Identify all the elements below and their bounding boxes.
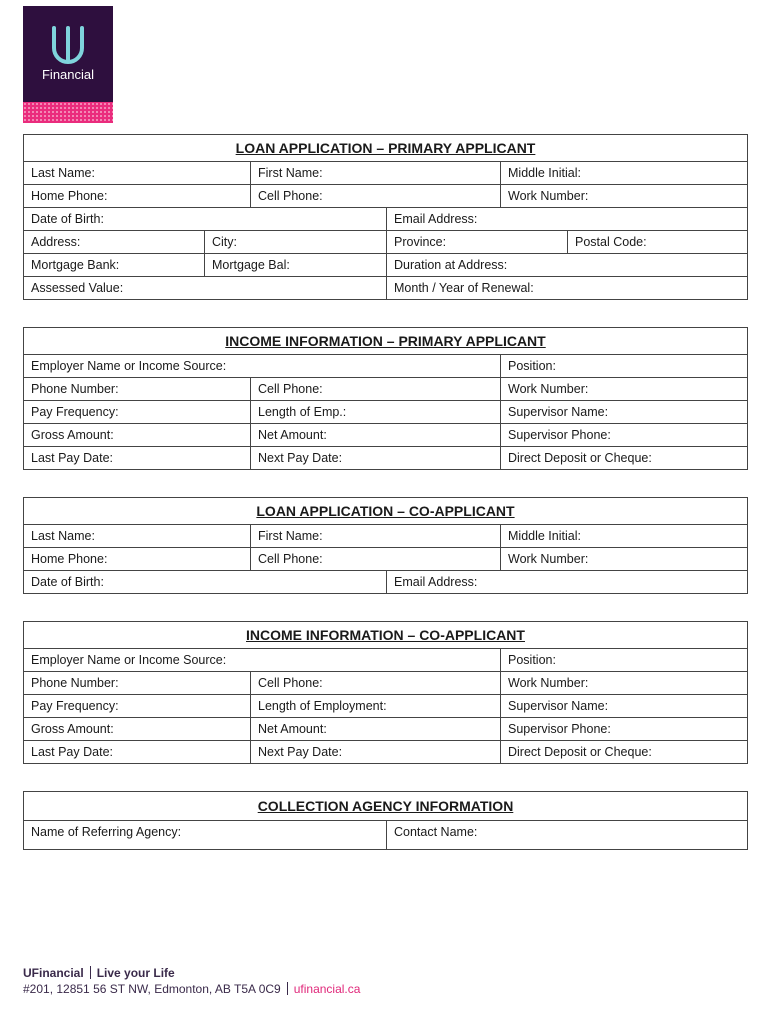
- contact-name-field[interactable]: Contact Name:: [386, 821, 747, 849]
- length-of-employment-field[interactable]: Length of Employment:: [250, 695, 500, 717]
- direct-deposit-field[interactable]: Direct Deposit or Cheque:: [500, 447, 747, 469]
- assessed-value-field[interactable]: Assessed Value:: [31, 281, 124, 295]
- gross-amount-field[interactable]: Gross Amount:: [31, 722, 114, 736]
- supervisor-name-field[interactable]: Supervisor Name:: [500, 401, 747, 423]
- position-field[interactable]: Position:: [500, 355, 747, 377]
- employer-field[interactable]: Employer Name or Income Source:: [31, 359, 227, 373]
- last-name-field[interactable]: Last Name:: [31, 166, 95, 180]
- middle-initial-field[interactable]: Middle Initial:: [500, 162, 747, 184]
- form-row: [24, 401, 747, 424]
- logo-dot-pattern: [23, 102, 113, 123]
- form-row: [24, 355, 747, 378]
- last-pay-date-field[interactable]: Last Pay Date:: [31, 451, 113, 465]
- income-co-section: [23, 621, 748, 764]
- footer-tagline: Live your Life: [96, 966, 175, 980]
- mortgage-bal-field[interactable]: Mortgage Bal:: [204, 254, 386, 276]
- month-year-renewal-field[interactable]: Month / Year of Renewal:: [386, 277, 747, 299]
- loan-co-section: [23, 497, 748, 594]
- u-logo-icon: [52, 26, 84, 64]
- cell-phone-field[interactable]: Cell Phone:: [250, 548, 500, 570]
- home-phone-field[interactable]: Home Phone:: [31, 189, 108, 203]
- work-number-field[interactable]: Work Number:: [500, 672, 747, 694]
- next-pay-date-field[interactable]: Next Pay Date:: [250, 447, 500, 469]
- phone-number-field[interactable]: Phone Number:: [31, 382, 119, 396]
- income-primary-section: [23, 327, 748, 470]
- footer-separator: [90, 966, 91, 979]
- form-row: [24, 378, 747, 401]
- section-title: COLLECTION AGENCY INFORMATION: [24, 792, 747, 821]
- supervisor-phone-field[interactable]: Supervisor Phone:: [500, 718, 747, 740]
- last-name-field[interactable]: Last Name:: [31, 529, 95, 543]
- form-row: [24, 718, 747, 741]
- cell-phone-field[interactable]: Cell Phone:: [250, 672, 500, 694]
- postal-code-field[interactable]: Postal Code:: [567, 231, 747, 253]
- section-title: LOAN APPLICATION – PRIMARY APPLICANT: [24, 135, 747, 162]
- logo-text: Financial: [41, 67, 95, 82]
- form-row: [24, 424, 747, 447]
- direct-deposit-field[interactable]: Direct Deposit or Cheque:: [500, 741, 747, 763]
- first-name-field[interactable]: First Name:: [250, 162, 500, 184]
- pay-frequency-field[interactable]: Pay Frequency:: [31, 699, 119, 713]
- middle-initial-field[interactable]: Middle Initial:: [500, 525, 747, 547]
- first-name-field[interactable]: First Name:: [250, 525, 500, 547]
- work-number-field[interactable]: Work Number:: [500, 548, 747, 570]
- form-row: [24, 254, 747, 277]
- duration-at-address-field[interactable]: Duration at Address:: [386, 254, 747, 276]
- email-address-field[interactable]: Email Address:: [386, 571, 747, 593]
- net-amount-field[interactable]: Net Amount:: [250, 424, 500, 446]
- footer-separator: [287, 982, 288, 995]
- footer-brand-line: [23, 966, 175, 980]
- employer-field[interactable]: Employer Name or Income Source:: [31, 653, 227, 667]
- form-row: [24, 231, 747, 254]
- referring-agency-field[interactable]: Name of Referring Agency:: [31, 825, 182, 839]
- section-title: INCOME INFORMATION – PRIMARY APPLICANT: [24, 328, 747, 355]
- loan-primary-section: [23, 134, 748, 300]
- cell-phone-field[interactable]: Cell Phone:: [250, 185, 500, 207]
- email-address-field[interactable]: Email Address:: [386, 208, 747, 230]
- section-title: INCOME INFORMATION – CO-APPLICANT: [24, 622, 747, 649]
- net-amount-field[interactable]: Net Amount:: [250, 718, 500, 740]
- form-row: [24, 741, 747, 763]
- supervisor-name-field[interactable]: Supervisor Name:: [500, 695, 747, 717]
- province-field[interactable]: Province:: [386, 231, 567, 253]
- mortgage-bank-field[interactable]: Mortgage Bank:: [31, 258, 120, 272]
- work-number-field[interactable]: Work Number:: [500, 185, 747, 207]
- form-row: [24, 821, 747, 849]
- form-row: [24, 185, 747, 208]
- ufinancial-logo: [23, 6, 113, 123]
- form-row: [24, 277, 747, 299]
- position-field[interactable]: Position:: [500, 649, 747, 671]
- form-row: [24, 447, 747, 469]
- pay-frequency-field[interactable]: Pay Frequency:: [31, 405, 119, 419]
- form-row: [24, 672, 747, 695]
- form-row: [24, 571, 747, 593]
- date-of-birth-field[interactable]: Date of Birth:: [31, 212, 104, 226]
- form-row: [24, 695, 747, 718]
- form-row: [24, 649, 747, 672]
- phone-number-field[interactable]: Phone Number:: [31, 676, 119, 690]
- length-of-emp-field[interactable]: Length of Emp.:: [250, 401, 500, 423]
- collection-section: [23, 791, 748, 850]
- section-title: LOAN APPLICATION – CO-APPLICANT: [24, 498, 747, 525]
- cell-phone-field[interactable]: Cell Phone:: [250, 378, 500, 400]
- form-row: [24, 548, 747, 571]
- form-row: [24, 525, 747, 548]
- footer-brand: UFinancial: [23, 966, 84, 980]
- address-field[interactable]: Address:: [31, 235, 81, 249]
- last-pay-date-field[interactable]: Last Pay Date:: [31, 745, 113, 759]
- work-number-field[interactable]: Work Number:: [500, 378, 747, 400]
- footer-website-link[interactable]: ufinancial.ca: [293, 982, 361, 996]
- home-phone-field[interactable]: Home Phone:: [31, 552, 108, 566]
- form-row: [24, 208, 747, 231]
- next-pay-date-field[interactable]: Next Pay Date:: [250, 741, 500, 763]
- gross-amount-field[interactable]: Gross Amount:: [31, 428, 114, 442]
- footer-address: #201, 12851 56 ST NW, Edmonton, AB T5A 0C9: [23, 982, 281, 996]
- form-row: [24, 162, 747, 185]
- supervisor-phone-field[interactable]: Supervisor Phone:: [500, 424, 747, 446]
- city-field[interactable]: City:: [204, 231, 386, 253]
- date-of-birth-field[interactable]: Date of Birth:: [31, 575, 104, 589]
- footer-address-line: [23, 982, 360, 996]
